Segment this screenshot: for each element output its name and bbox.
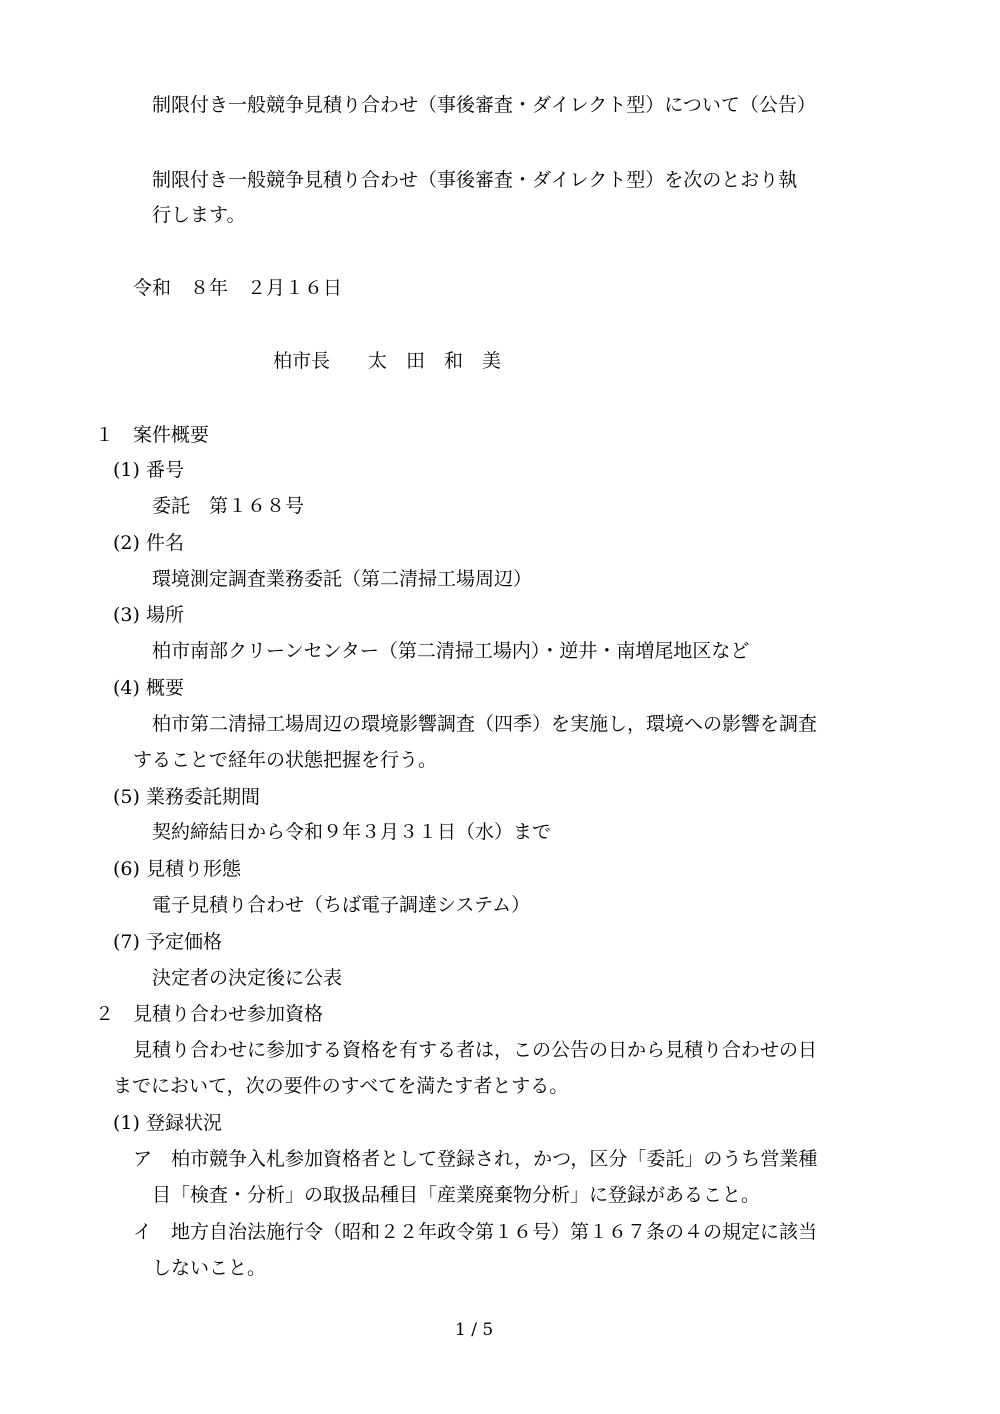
intro-line-1: 制限付き一般競争見積り合わせ（事後審査・ダイレクト型）を次のとおり執 bbox=[152, 169, 798, 191]
item-4-label: (4) 概要 bbox=[113, 677, 184, 699]
page-number: 1 / 5 bbox=[455, 1320, 494, 1340]
item-2-value: 環境測定調査業務委託（第二清掃工場周辺） bbox=[152, 568, 533, 590]
notice-date: 令和 ８年 ２月１６日 bbox=[133, 277, 343, 299]
item-5-value: 契約締結日から令和９年３月３１日（水）まで bbox=[152, 821, 552, 843]
intro-line-2: 行します。 bbox=[152, 204, 246, 226]
requirement-i-line-1: イ 地方自治法施行令（昭和２２年政令第１６号）第１６７条の４の規定に該当 bbox=[133, 1221, 818, 1243]
item-1-label: (1) 番号 bbox=[113, 459, 184, 481]
item-2-label: (2) 件名 bbox=[113, 532, 184, 554]
section-2-sub-1-label: (1) 登録状況 bbox=[113, 1112, 222, 1134]
item-7-value: 決定者の決定後に公表 bbox=[152, 967, 343, 989]
section-2-para-line-1: 見積り合わせに参加する資格を有する者は，この公告の日から見積り合わせの日 bbox=[133, 1039, 818, 1061]
signer: 柏市長 太 田 和 美 bbox=[273, 350, 502, 372]
notice-title: 制限付き一般競争見積り合わせ（事後審査・ダイレクト型）について（公告） bbox=[152, 94, 816, 116]
requirement-a-line-2: 目「検査・分析」の取扱品種目「産業廃棄物分析」に登録があること。 bbox=[152, 1184, 761, 1206]
item-7-label: (7) 予定価格 bbox=[113, 931, 222, 953]
item-4-value-line-2: することで経年の状態把握を行う。 bbox=[133, 749, 438, 771]
item-3-label: (3) 場所 bbox=[113, 604, 184, 626]
requirement-i-line-2: しないこと。 bbox=[152, 1257, 267, 1279]
section-2-para-line-2: までにおいて，次の要件のすべてを満たす者とする。 bbox=[113, 1075, 569, 1097]
item-5-label: (5) 業務委託期間 bbox=[113, 786, 260, 808]
section-2-heading: ２ 見積り合わせ参加資格 bbox=[95, 1003, 324, 1025]
section-1-heading: １ 案件概要 bbox=[95, 424, 210, 446]
item-1-value: 委託 第１６８号 bbox=[152, 495, 305, 517]
requirement-a-line-1: ア 柏市競争入札参加資格者として登録され，かつ，区分「委託」のうち営業種 bbox=[133, 1148, 818, 1170]
item-3-value: 柏市南部クリーンセンター（第二清掃工場内）・逆井・南増尾地区など bbox=[152, 640, 750, 662]
item-4-value-line-1: 柏市第二清掃工場周辺の環境影響調査（四季）を実施し，環境への影響を調査 bbox=[152, 713, 818, 735]
item-6-label: (6) 見積り形態 bbox=[113, 858, 241, 880]
item-6-value: 電子見積り合わせ（ちば電子調達システム） bbox=[152, 894, 531, 916]
